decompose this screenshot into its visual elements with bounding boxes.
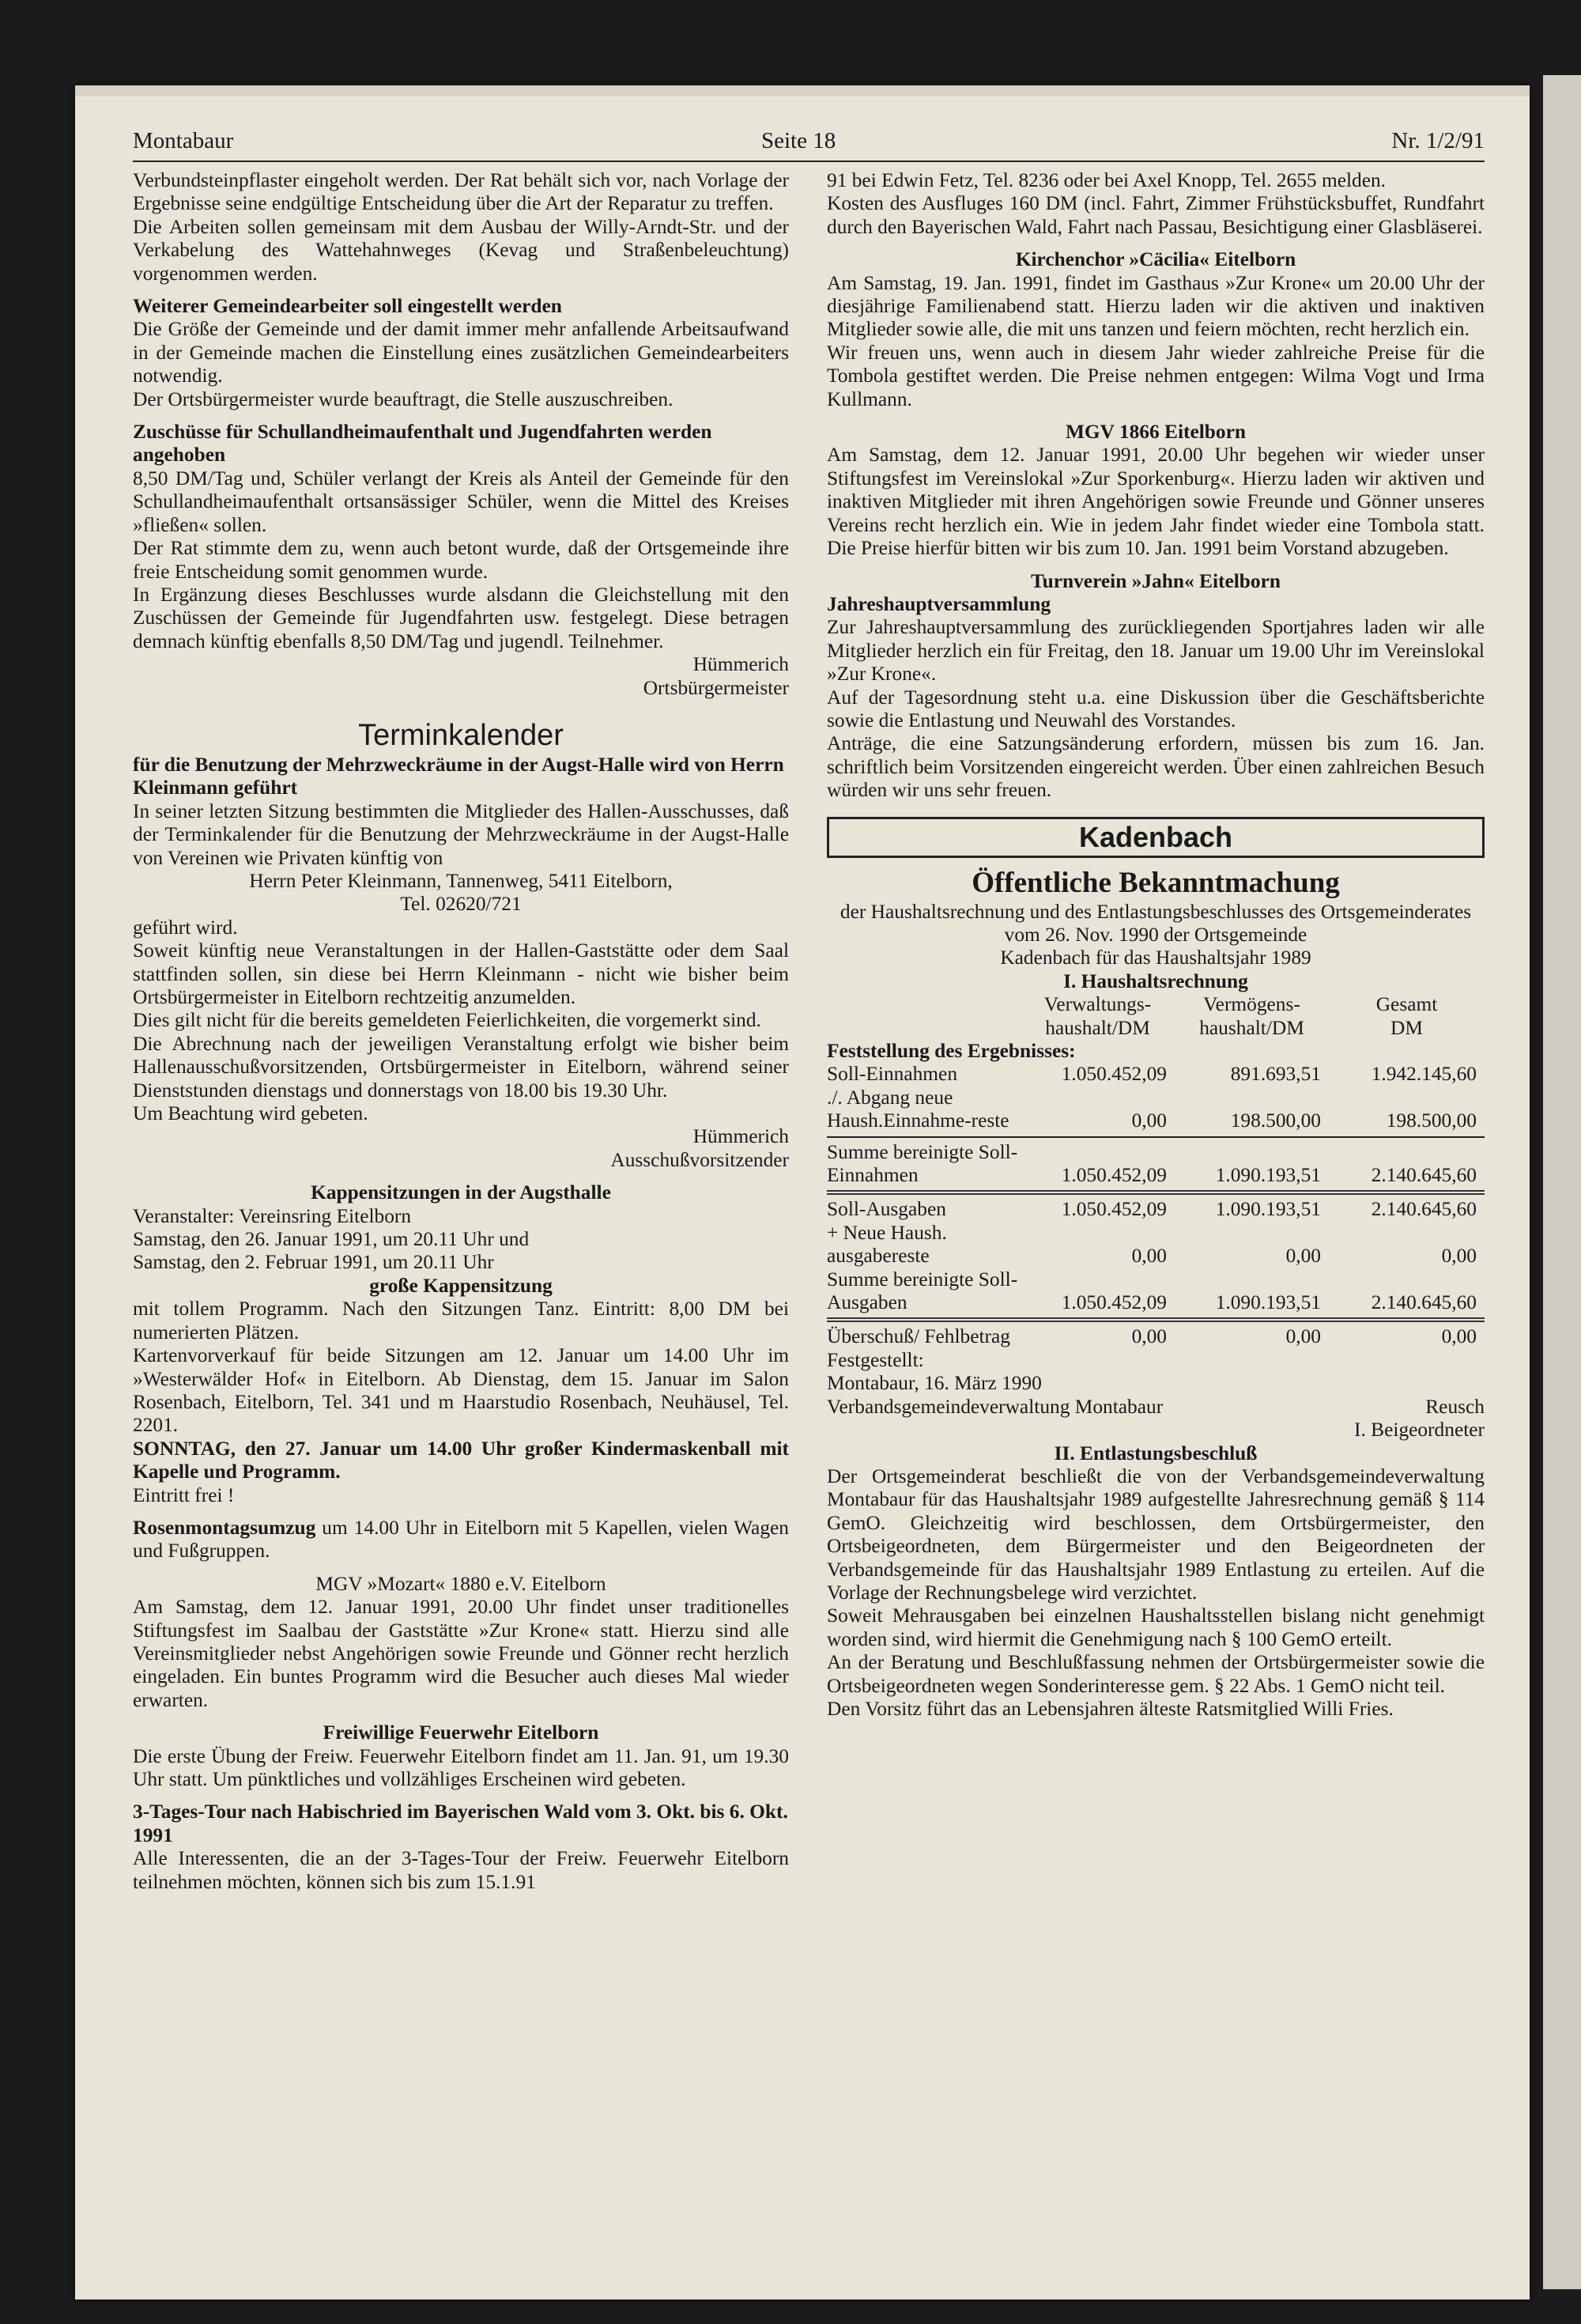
budget-table: [827, 993, 1485, 1132]
phone-line: Tel. 02620/721: [400, 893, 522, 916]
table-row: [827, 1222, 1485, 1268]
table-rule: [827, 1136, 1485, 1138]
text-line: Festgestellt:: [827, 1348, 924, 1371]
table-header-row: [827, 993, 1485, 1040]
section-title-terminkalender: Terminkalender: [358, 718, 564, 752]
page-header: [133, 128, 1485, 160]
paragraph: In seiner letzten Sitzung bestimmten die Mitglieder des Hallen-Ausschusses, daß der Terminkalender für die Benutzung der Mehrzweckräume in der Augst-Halle von Vereinen wie Privaten künftig von: [133, 799, 789, 869]
table-label: Feststellung des Ergebnisses:: [827, 1040, 1076, 1062]
section-heading: MGV »Mozart« 1880 e.V. Eitelborn: [315, 1572, 606, 1595]
table-double-rule: [827, 1317, 1485, 1322]
paragraph: In Ergänzung dieses Beschlusses wurde alsdann die Gleichstellung mit den Zuschüssen der Gemeinde für Jugendfahrten usw. festgelegt. Diese betragen demnach künftig ebenfalls 8,50 DM/Tag und jugendl. Teilnehmer.: [133, 583, 789, 652]
paragraph: Der Ortsbürgermeister wurde beauftragt, die Stelle auszuschreiben.: [133, 387, 674, 410]
text-line: Montabaur, 16. März 1990: [827, 1372, 1042, 1395]
value-verwaltung: 0,00: [1131, 1325, 1167, 1348]
paragraph: Am Samstag, dem 12. Januar 1991, 20.00 Uhr findet unser traditionelles Stiftungsfest im Saalbau der Gaststätte »Zur Krone« statt. Hierzu sind alle Vereinsmitglieder nebst Angehörigen sowie Freunde und Gönner recht herzlich eingeladen. Ein buntes Programm wird die Besucher auch dieses Mal wieder erwarten.: [133, 1596, 789, 1711]
section-heading: MGV 1866 Eitelborn: [1065, 421, 1247, 444]
paragraph: mit tollem Programm. Nach den Sitzungen Tanz. Eintritt: 8,00 DM bei numerierten Plätzen.: [133, 1298, 789, 1343]
table-row: [827, 1198, 1485, 1221]
paragraph: Soweit künftig neue Veranstaltungen in der Hallen-Gaststätte oder dem Saal stattfinden sollen, sin diese bei Herrn Kleinmann - nicht wie bisher beim Ortsbürgermeister in Eitelborn rechtzeitig anzumelden.: [133, 939, 789, 1008]
paragraph: An der Beratung und Beschlußfassung nehmen der Ortsbürgermeister sowie die Ortsbeigeordneten wegen Sonderinteresse gem. § 22 Abs. 1 GemO nicht teil.: [827, 1651, 1485, 1697]
value-gesamt: 0,00: [1441, 1325, 1477, 1348]
budget-table-expenses: [827, 1198, 1485, 1314]
row-label: ./. Abgang neue Haush.Einnahme-reste: [827, 1086, 1009, 1132]
paragraph: 8,50 DM/Tag und, Schüler verlangt der Kreis als Anteil der Gemeinde für den Schullandheimaufenthalt ortsansässiger Schüler, wenn die Mittel des Kreises »fließen« sollen.: [133, 467, 789, 536]
column-header: Gesamt DM: [1375, 993, 1438, 1039]
notice-title: Öffentliche Bekanntmachung: [972, 866, 1340, 899]
value-gesamt: 0,00: [1441, 1245, 1477, 1268]
value-vermoegen: 0,00: [1285, 1245, 1321, 1268]
header-location: Montabaur: [133, 128, 234, 153]
section-heading: Kappensitzungen in der Augsthalle: [311, 1181, 611, 1204]
paragraph-text: um 14.00 Uhr in Eitelborn mit 5 Kapellen, vielen Wagen und Fußgruppen.: [133, 1516, 789, 1563]
signature-name: Reusch: [1425, 1395, 1485, 1418]
paragraph: Zur Jahreshauptversammlung des zurückliegenden Sportjahres laden wir alle Mitglieder herzlich ein für Freitag, den 18. Januar um 19.00 Uhr im Vereinslokal »Zur Krone«.: [827, 616, 1485, 686]
paragraph: Die erste Übung der Freiw. Feuerwehr Eitelborn findet am 11. Jan. 91, um 19.30 Uhr statt. Um pünktliches und vollzähliges Erscheinen wird gebeten.: [133, 1744, 789, 1790]
right-column: [827, 169, 1485, 1721]
value-verwaltung: 0,00: [1131, 1245, 1167, 1268]
value-vermoegen: 198.500,00: [1230, 1109, 1321, 1132]
value-vermoegen: 891.693,51: [1230, 1063, 1321, 1086]
value-vermoegen: 0,00: [1285, 1325, 1321, 1348]
paragraph: 91 bei Edwin Fetz, Tel. 8236 oder bei Axel Knopp, Tel. 2655 melden.: [827, 169, 1387, 191]
row-label: Soll-Ausgaben: [827, 1198, 946, 1221]
header-page-number: Seite 18: [761, 128, 836, 153]
budget-table-result: [827, 1325, 1485, 1348]
paragraph: Um Beachtung wird gebeten.: [133, 1102, 368, 1125]
row-label: Soll-Einnahmen: [827, 1063, 958, 1086]
emphasis-line: große Kappensitzung: [369, 1274, 553, 1297]
authority-name: Verbandsgemeindeverwaltung Montabaur: [827, 1395, 1164, 1418]
signature-title: I. Beigeordneter: [1354, 1419, 1485, 1442]
value-verwaltung: 1.050.452,09: [1061, 1164, 1167, 1187]
section-heading: Turnverein »Jahn« Eitelborn: [1030, 569, 1281, 592]
paragraph: Anträge, die eine Satzungsänderung erfordern, müssen bis zum 16. Jan. schriftlich beim Vorsitzenden eingereicht werden. Über einen zahlreichen Besuch würden wir uns sehr freuen.: [827, 732, 1485, 802]
column-header: Verwaltungs- haushalt/DM: [1043, 993, 1152, 1039]
value-gesamt: 2.140.645,60: [1371, 1164, 1477, 1187]
paragraph: Kartenvorverkauf für beide Sitzungen am 12. Januar um 14.00 Uhr im »Westerwälder Hof« in Eitelborn. Ab Dienstag, dem 15. Januar im Salon Rosenbach, Eitelborn, Tel. 341 und m Haarstudio Rosenbach, Neuhäusel, Tel. 2201.: [133, 1344, 789, 1437]
paragraph: Die Größe der Gemeinde und der damit immer mehr anfallende Arbeitsaufwand in der Gemeinde machen die Einstellung eines zusätzlichen Gemeindearbeiters notwendig.: [133, 318, 789, 387]
address-line: Herrn Peter Kleinmann, Tannenweg, 5411 Eitelborn,: [249, 869, 673, 892]
section-heading: II. Entlastungsbeschluß: [1054, 1442, 1258, 1464]
paragraph: Die Arbeiten sollen gemeinsam mit dem Ausbau der Willy-Arndt-Str. und der Verkabelung des Wattehahnweges (Kevag und Straßenbeleuchtung) vorgenommen werden.: [133, 215, 789, 285]
table-row: [827, 1086, 1485, 1133]
section-heading: Weiterer Gemeindearbeiter soll eingestellt werden: [133, 295, 562, 318]
signature-name: Hümmerich: [692, 1125, 789, 1148]
section-heading: Kirchenchor »Cäcilia« Eitelborn: [1015, 248, 1296, 271]
value-gesamt: 2.140.645,60: [1371, 1291, 1477, 1314]
signature-name: Hümmerich: [692, 653, 789, 676]
adjacent-page-edge: [1543, 75, 1581, 2289]
text-line: Eintritt frei !: [133, 1483, 235, 1506]
paragraph: Am Samstag, 19. Jan. 1991, findet im Gasthaus »Zur Krone« um 20.00 Uhr der diesjährige Familienabend statt. Hierzu laden wir die aktiven und inaktiven Mitglieder sowie alle, die mit uns tanzen und feiern möchten, recht herzlich ein.: [827, 271, 1485, 341]
paragraph: Am Samstag, dem 12. Januar 1991, 20.00 Uhr begehen wir wieder unser Stiftungsfest im Vereinslokal »Zur Sporkenburg«. Hierzu laden wir aktiven und inaktiven Mitglieder mit ihren Angehörigen sowie Freunde und Gönner unseres Vereins recht herzlich ein. Wie in jedem Jahr findet wieder eine Tombola statt. Die Preise hierfür bitten wir bis zum 10. Jan. 1991 beim Vorstand abzugeben.: [827, 444, 1485, 560]
kadenbach-box-heading: Kadenbach: [827, 817, 1485, 858]
emphasis-text: Rosenmontagsumzug: [133, 1516, 316, 1539]
left-column: [133, 169, 789, 1894]
section-subheading: Jahreshauptversammlung: [827, 592, 1051, 615]
paragraph: [133, 1517, 789, 1563]
paragraph: Die Abrechnung nach der jeweiligen Veranstaltung erfolgt wie bisher beim Hallenausschußvorsitzenden, Ortsbürgermeister in Eitelborn, während seiner Dienststunden dienstags und donnerstags von 18.00 bis 19.30 Uhr.: [133, 1032, 789, 1102]
row-label: Summe bereinigte Soll-Ausgaben: [827, 1268, 1018, 1314]
text-line: Samstag, den 26. Januar 1991, um 20.11 Uhr und: [133, 1228, 530, 1251]
value-verwaltung: 1.050.452,09: [1061, 1198, 1167, 1221]
paragraph: Wir freuen uns, wenn auch in diesem Jahr wieder zahlreiche Preise für die Tombola gestiftet werden. Die Preise nehmen entgegen: Wilma Vogt und Irma Kullmann.: [827, 341, 1485, 410]
text-line: Veranstalter: Vereinsring Eitelborn: [133, 1204, 412, 1227]
signature-title: Ausschußvorsitzender: [610, 1148, 789, 1171]
column-header: Vermögens- haushalt/DM: [1199, 993, 1304, 1039]
text-line: Kadenbach für das Haushaltsjahr 1989: [1000, 947, 1311, 969]
paragraph: Kosten des Ausfluges 160 DM (incl. Fahrt, Zimmer Frühstücksbuffet, Rundfahrt durch den Bayerischen Wald, Fahrt nach Passau, Besichtigung einer Glasbläserei.: [827, 192, 1485, 238]
table-row: [827, 1063, 1485, 1086]
section-heading: I. Haushaltsrechnung: [1063, 969, 1248, 992]
row-label: + Neue Haush. ausgabereste: [827, 1221, 947, 1268]
value-verwaltung: 1.050.452,09: [1061, 1063, 1167, 1086]
paragraph: SONNTAG, den 27. Januar um 14.00 Uhr großer Kindermaskenball mit Kapelle und Programm.: [133, 1437, 789, 1483]
section-heading: 3-Tages-Tour nach Habischried im Bayerischen Wald vom 3. Okt. bis 6. Okt. 1991: [133, 1801, 788, 1846]
value-gesamt: 198.500,00: [1386, 1109, 1477, 1132]
row-label: Summe bereinigte Soll-Einnahmen: [827, 1140, 1018, 1187]
table-double-rule: [827, 1190, 1485, 1195]
section-heading: Freiwillige Feuerwehr Eitelborn: [323, 1721, 599, 1744]
value-verwaltung: 1.050.452,09: [1061, 1291, 1167, 1314]
paragraph: Soweit Mehrausgaben bei einzelnen Haushaltsstellen bislang nicht genehmigt worden sind, wird hiermit die Genehmigung nach § 100 GemO erteilt.: [827, 1604, 1485, 1650]
value-vermoegen: 1.090.193,51: [1215, 1291, 1321, 1314]
paragraph: Der Ortsgemeinderat beschließt die von der Verbandsgemeindeverwaltung Montabaur für das Haushaltsjahr 1989 aufgestellte Jahresrechnung gemäß § 114 GemO. Gleichzeitig wird beschlossen, dem Ortsbürgermeister, den Ortsbeigeordneten, dem Bürgermeister und den Beigeordneten der Verbandsgemeinde für das Haushaltsjahr 1989 Entlastung zu erteilen. Auf die Vorlage der Rechnungsbelege wird verzichtet.: [827, 1464, 1485, 1604]
page-top-band: [75, 85, 1530, 96]
signature-line: [827, 1396, 1485, 1419]
table-row: [827, 1141, 1485, 1188]
paragraph: der Haushaltsrechnung und des Entlastungsbeschlusses des Ortsgemeinderates vom 26. Nov. 1990 der Ortsgemeinde: [840, 900, 1472, 946]
row-label: Überschuß/ Fehlbetrag: [827, 1325, 1010, 1348]
section-heading: Zuschüsse für Schullandheimaufenthalt und Jugendfahrten werden angehoben: [133, 421, 712, 467]
section-subheading: für die Benutzung der Mehrzweckräume in der Augst-Halle wird von Herrn Kleinmann geführt: [133, 753, 784, 799]
header-rule: [133, 161, 1485, 162]
value-gesamt: 1.942.145,60: [1371, 1063, 1477, 1086]
table-row: [827, 1268, 1485, 1315]
paragraph: Verbundsteinpflaster eingeholt werden. Der Rat behält sich vor, nach Vorlage der Ergebnisse seine endgültige Entscheidung über die Art der Reparatur zu treffen.: [133, 169, 789, 215]
paragraph: Der Rat stimmte dem zu, wenn auch betont wurde, daß der Ortsgemeinde ihre freie Entscheidung somit genommen wurde.: [133, 537, 789, 583]
text-line: Samstag, den 2. Februar 1991, um 20.11 Uhr: [133, 1251, 494, 1274]
table-row: [827, 1325, 1485, 1348]
paragraph: Auf der Tagesordnung steht u.a. eine Diskussion über die Geschäftsberichte sowie die Entlastung und Neuwahl des Vorstandes.: [827, 686, 1485, 731]
paragraph: Den Vorsitz führt das an Lebensjahren älteste Ratsmitglied Willi Fries.: [827, 1697, 1394, 1720]
paragraph: Dies gilt nicht für die bereits gemeldeten Feierlichkeiten, die vorgemerkt sind.: [133, 1009, 761, 1032]
value-gesamt: 2.140.645,60: [1371, 1198, 1477, 1221]
header-issue-number: Nr. 1/2/91: [1391, 128, 1485, 153]
signature-title: Ortsbürgermeister: [643, 676, 789, 699]
value-vermoegen: 1.090.193,51: [1215, 1198, 1321, 1221]
value-vermoegen: 1.090.193,51: [1215, 1164, 1321, 1187]
paragraph: Alle Interessenten, die an der 3-Tages-Tour der Freiw. Feuerwehr Eitelborn teilnehmen möchten, können sich bis zum 15.1.91: [133, 1847, 789, 1893]
value-verwaltung: 0,00: [1131, 1109, 1167, 1132]
budget-table-sum: [827, 1141, 1485, 1188]
paragraph: geführt wird.: [133, 916, 238, 939]
